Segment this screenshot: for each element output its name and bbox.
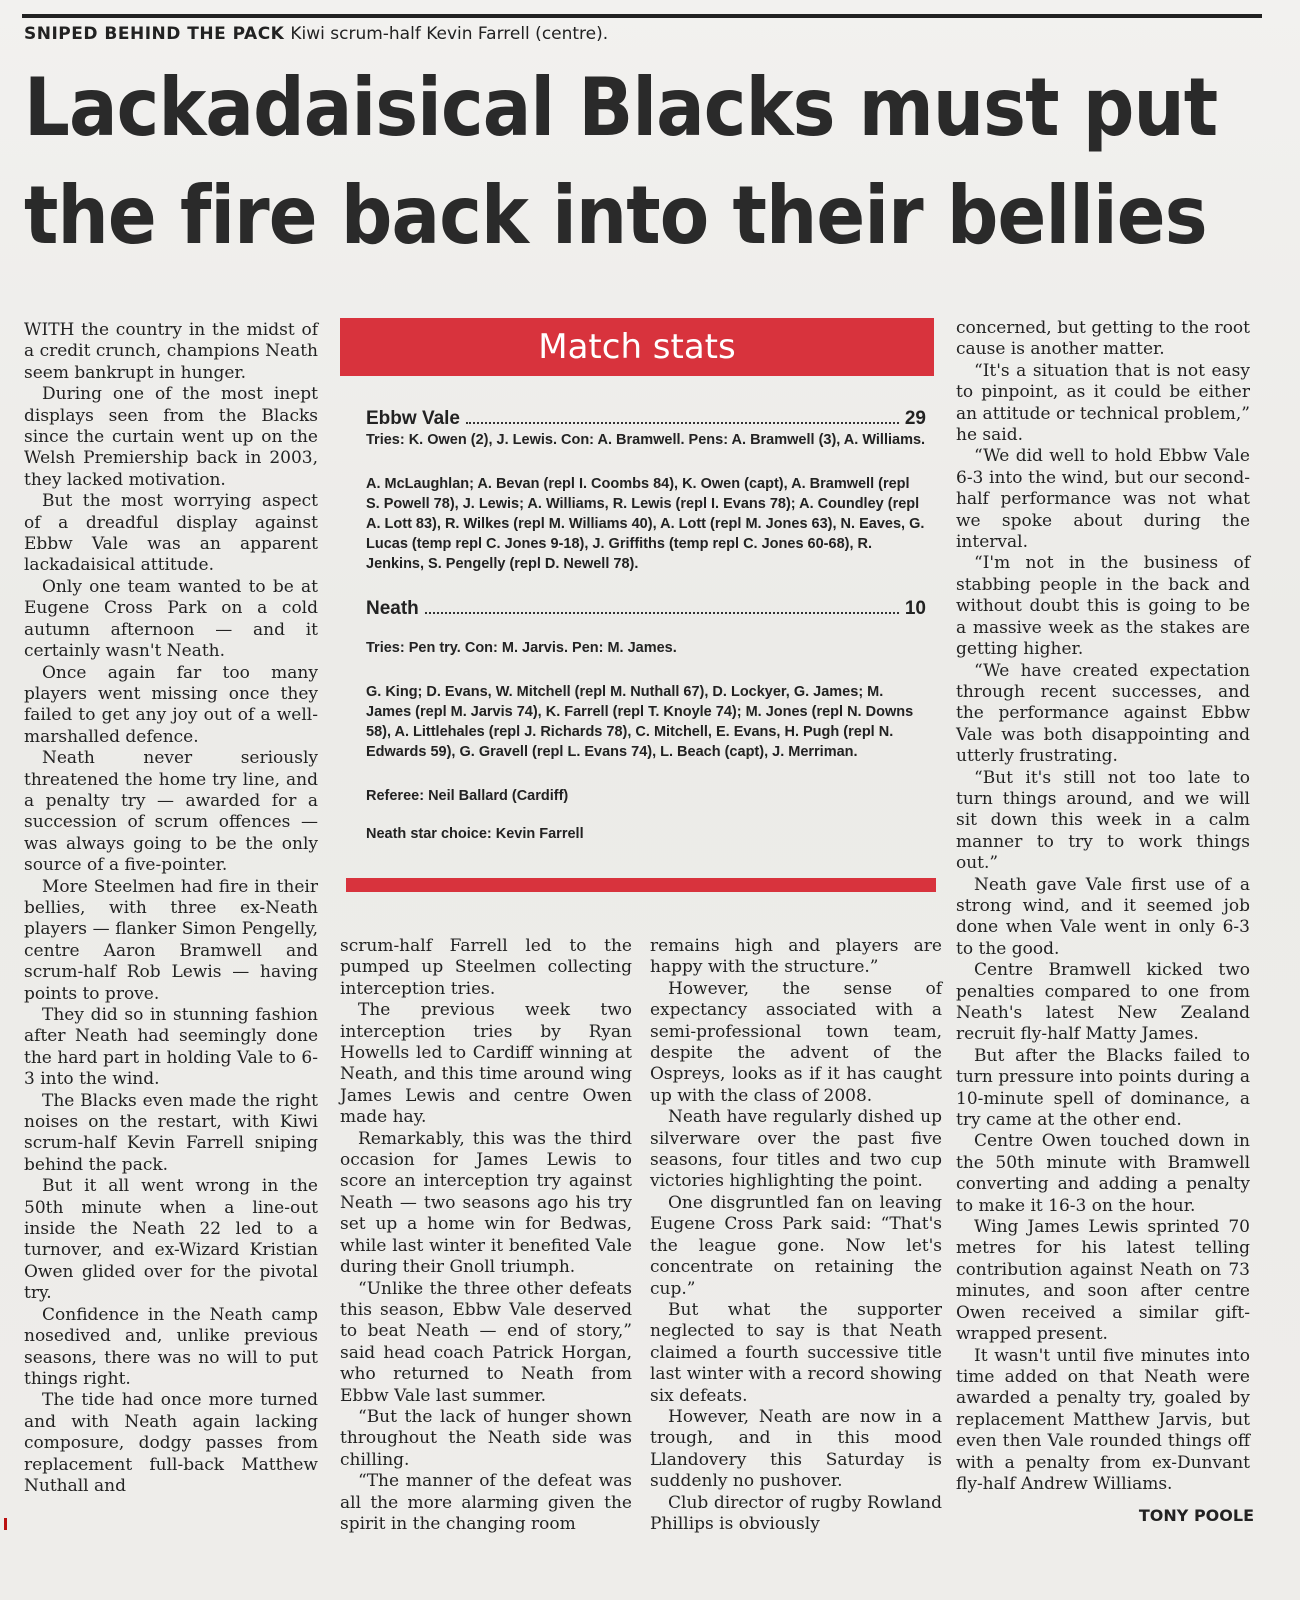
byline: TONY POOLE <box>1138 1506 1254 1525</box>
referee-label: Referee: <box>366 788 425 804</box>
paragraph: WITH the country in the midst of a credit crunch, champions Neath seem bankrupt in hunger. <box>24 320 318 383</box>
lineup: G. King; D. Evans, W. Mitchell (repl M. Nuthall 67), D. Lockyer, G. James; M. James (repl M. Jarvis 74), K. Farrell (repl T. Knoyle 74); M. Jones (repl N. Downs 58), A. Littlehales (repl J. Richards 78), C. Mitchell, E. Evans, H. Pugh (repl N. Edwards 59), G. Gravell (repl L. Evans 74), L. Beach (capt), J. Merriman. <box>366 684 914 760</box>
star-choice-name: Kevin Farrell <box>495 826 584 842</box>
referee-line <box>366 786 926 806</box>
paragraph: But what the supporter neglected to say is that Neath claimed a fourth successive title last winter with a record showing six defeats. <box>650 1299 942 1406</box>
lineup: A. McLaughlan; A. Bevan (repl I. Coombs 84), K. Owen (capt), A. Bramwell (repl S. Powell 78), J. Lewis; A. Williams, R. Lewis (repl I. Evans 78); A. Coundley (repl A. Lott 83), R. Wilkes (repl M. Williams 40), A. Lott (repl M. Jones 63), N. Eaves, G. Lucas (temp repl C. Jones 9-18), J. Griffiths (temp repl C. Jones 60-68), R. Jenkins, S. Pengelly (repl D. Newell 78). <box>366 476 925 572</box>
paragraph: They did so in stunning fashion after Neath had seemingly done the hard part in holding Vale to 6-3 into the wind. <box>24 1005 318 1090</box>
paragraph: It wasn't until five minutes into time added on that Neath were awarded a penalty try, goaled by replacement Matthew Jarvis, but even then Vale rounded things off with a penalty from ex-Dunvant fly-half Andrew Williams. <box>956 1345 1250 1494</box>
paragraph: One disgruntled fan on leaving Eugene Cross Park said: “That's the league gone. Now let's concentrate on retaining the cup.” <box>650 1192 942 1299</box>
headline <box>24 54 1218 270</box>
team-name: Neath <box>366 598 419 619</box>
paragraph: Confidence in the Neath camp nosedived and, unlike previous seasons, there was no will to put things right. <box>24 1304 318 1389</box>
photo-caption <box>24 24 1224 44</box>
paragraph: But after the Blacks failed to turn pressure into points during a 10-minute spell of dominance, a try came at the other end. <box>956 1045 1250 1131</box>
leader-dots <box>466 422 899 424</box>
star-choice-label: Neath star choice: <box>366 826 492 842</box>
scorers: Tries: Pen try. Con: M. Jarvis. Pen: M. James. <box>366 640 677 656</box>
paragraph: Neath gave Vale first use of a strong wind, and it seemed job done when Vale went in only 6-3 to the good. <box>956 874 1250 959</box>
paragraph: “But it's still not too late to turn things around, and we will sit down this week in a calm manner to try to work things out.” <box>956 767 1250 874</box>
paragraph: Centre Bramwell kicked two penalties compared to one from Neath's latest New Zealand recruit fly-half Matty James. <box>956 960 1250 1045</box>
paragraph: “We have created expectation through recent successes, and the performance against Ebbw Vale was both disappointing and utterly frustrating. <box>956 660 1250 767</box>
paragraph: remains high and players are happy with the structure.” <box>650 936 942 978</box>
team-name: Ebbw Vale <box>366 408 460 429</box>
match-stats-body <box>366 408 926 844</box>
paragraph: “We did well to hold Ebbw Vale 6-3 into the wind, but our second-half performance was not what we spoke about during the interval. <box>956 446 1250 553</box>
paragraph: However, Neath are now in a trough, and in this mood Llandovery this Saturday is suddenly no pushover. <box>650 1406 942 1492</box>
match-stats-box <box>340 318 938 898</box>
paragraph: More Steelmen had fire in their bellies, with three ex-Neath players — flanker Simon Pengelly, centre Aaron Bramwell and scrum-half Rob Lewis — having points to prove. <box>24 876 318 1004</box>
paragraph: The previous week two interception tries by Ryan Howells led to Cardiff winning at Neath, and this time around wing James Lewis and centre Owen made hay. <box>340 1000 632 1128</box>
paragraph: During one of the most inept displays seen from the Blacks since the curtain went up on the Welsh Premiership back in 2003, they lacked motivation. <box>24 384 318 490</box>
referee-name: Neil Ballard (Cardiff) <box>428 788 569 804</box>
caption-kicker: SNIPED BEHIND THE PACK <box>24 24 285 44</box>
star-choice-line <box>366 824 926 844</box>
paragraph: “Unlike the three other defeats this season, Ebbw Vale deserved to beat Neath — end of story,” said head coach Patrick Horgan, who returned to Neath from Ebbw Vale last summer. <box>340 1278 632 1406</box>
paragraph: “But the lack of hunger shown throughout the Neath side was chilling. <box>340 1406 632 1470</box>
article-column-4 <box>956 318 1250 1495</box>
headline-line-2: the fire back into their bellies <box>24 169 1207 262</box>
article-column-3 <box>650 936 942 1535</box>
paragraph: Once again far too many players went missing once they failed to get any joy out of a well-marshalled defence. <box>24 662 318 747</box>
paragraph: Neath have regularly dished up silverware over the past five seasons, four titles and two cup victories highlighting the point. <box>650 1107 942 1192</box>
paragraph: Wing James Lewis sprinted 70 metres for his latest telling contribution against Neath on 73 minutes, and soon after centre Owen received a similar gift-wrapped present. <box>956 1217 1250 1345</box>
paragraph: Only one team wanted to be at Eugene Cross Park on a cold autumn afternoon — and it certainly wasn't Neath. <box>24 576 318 662</box>
paragraph: But it all went wrong in the 50th minute when a line-out inside the Neath 22 led to a turnover, and ex-Wizard Kristian Owen glided over for the pivotal try. <box>24 1176 318 1304</box>
match-stats-footer-bar <box>346 878 936 892</box>
scorers: Tries: K. Owen (2), J. Lewis. Con: A. Bramwell. Pens: A. Bramwell (3), A. Williams. <box>366 432 926 448</box>
team-score: 10 <box>904 598 926 619</box>
headline-line-1: Lackadaisical Blacks must put <box>24 61 1218 154</box>
paragraph: “The manner of the defeat was all the more alarming given the spirit in the changing room <box>340 1471 632 1534</box>
team-score-line <box>366 598 926 620</box>
match-stats-header: Match stats <box>340 318 934 376</box>
article-column-2 <box>340 936 632 1535</box>
team-score: 29 <box>904 408 926 429</box>
margin-mark <box>4 1518 7 1530</box>
paragraph: “I'm not in the business of stabbing people in the back and without doubt this is going to be a massive week as the stakes are getting higher. <box>956 553 1250 660</box>
leader-dots <box>425 612 899 614</box>
paragraph: Centre Owen touched down in the 50th minute with Bramwell converting and adding a penalty to make it 16-3 on the hour. <box>956 1131 1250 1216</box>
paragraph: The Blacks even made the right noises on the restart, with Kiwi scrum-half Kevin Farrell sniping behind the pack. <box>24 1090 318 1175</box>
paragraph: Club director of rugby Rowland Phillips is obviously <box>650 1492 942 1534</box>
paragraph: scrum-half Farrell led to the pumped up Steelmen collecting interception tries. <box>340 936 632 999</box>
paragraph: Remarkably, this was the third occasion for James Lewis to score an interception try against Neath — two seasons ago his try set up a home win for Bedwas, while last winter it benefited Vale during their Gnoll triumph. <box>340 1128 632 1278</box>
team-score-line <box>366 408 926 430</box>
top-rule <box>22 14 1262 18</box>
paragraph: “It's a situation that is not easy to pinpoint, as it could be either an attitude or technical problem,” he said. <box>956 360 1250 446</box>
paragraph: But the most worrying aspect of a dreadful display against Ebbw Vale was an apparent lackadaisical attitude. <box>24 491 318 576</box>
paragraph: However, the sense of expectancy associated with a semi-professional town team, despite the advent of the Ospreys, looks as if it has caught up with the class of 2008. <box>650 978 942 1106</box>
caption-text: Kiwi scrum-half Kevin Farrell (centre). <box>290 24 609 44</box>
article-column-1 <box>24 320 318 1497</box>
paragraph: concerned, but getting to the root cause is another matter. <box>956 318 1250 360</box>
paragraph: Neath never seriously threatened the home try line, and a penalty try — awarded for a succession of scrum offences — was always going to be the only source of a five-pointer. <box>24 748 318 876</box>
paragraph: The tide had once more turned and with Neath again lacking composure, dodgy passes from replacement full-back Matthew Nuthall and <box>24 1390 318 1496</box>
